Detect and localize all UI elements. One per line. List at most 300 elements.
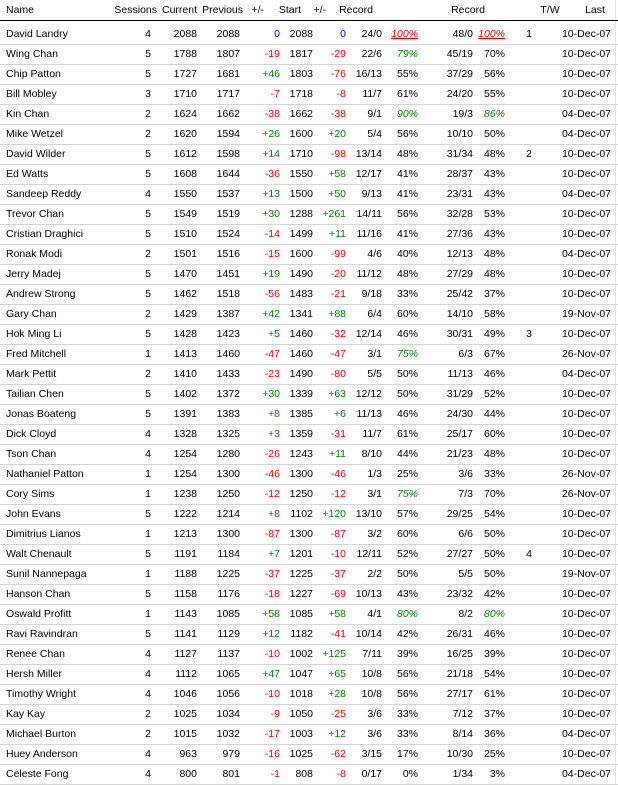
cell-change-start: -69 (330, 588, 346, 600)
table-row (0, 584, 618, 605)
cell-record-session: 0/17 (361, 768, 382, 780)
cell-pct-session: 33% (396, 708, 418, 720)
cell-tw: 2 (526, 148, 532, 160)
cell-record-overall: 6/6 (458, 528, 473, 540)
cell-start: 2088 (289, 28, 313, 40)
cell-record-overall: 5/5 (458, 568, 473, 580)
cell-change-previous: -56 (264, 288, 280, 300)
cell-change-previous: +26 (262, 128, 280, 140)
cell-record-session: 10/14 (355, 628, 382, 640)
cell-current: 1254 (173, 468, 197, 480)
cell-current: 1462 (173, 288, 197, 300)
cell-record-overall: 16/25 (446, 648, 473, 660)
table-row (0, 104, 618, 125)
cell-pct-session: 50% (396, 388, 418, 400)
cell-tw (522, 644, 536, 664)
cell-start: 1500 (289, 188, 313, 200)
cell-current: 1158 (174, 588, 197, 600)
cell-change-start: +50 (328, 188, 346, 200)
cell-record-overall: 8/14 (452, 728, 473, 740)
cell-sessions: 4 (145, 768, 151, 780)
cell-last: 04-Dec-07 (561, 128, 611, 140)
cell-change-start: -21 (330, 288, 346, 300)
cell-current: 2088 (173, 28, 197, 40)
cell-change-start: +120 (322, 508, 346, 520)
cell-change-start: -29 (330, 48, 346, 60)
cell-pct-overall: 42% (483, 588, 505, 600)
cell-pct-overall: 43% (483, 168, 505, 180)
cell-name: Mark Pettit (6, 368, 57, 380)
cell-start: 1385 (289, 408, 313, 420)
cell-change-previous: -46 (264, 468, 280, 480)
cell-pct-overall: 55% (483, 88, 505, 100)
cell-change-start: -87 (330, 528, 346, 540)
cell-sessions: 1 (145, 528, 151, 540)
cell-change-previous: +3 (268, 428, 280, 440)
table-row (0, 304, 618, 325)
cell-last: 10-Dec-07 (561, 388, 611, 400)
cell-name: Ravi Ravindran (6, 628, 78, 640)
cell-pct-session: 79% (396, 48, 418, 60)
cell-tw (522, 724, 536, 744)
cell-record-session: 4/6 (367, 248, 382, 260)
header-previous: Previous (202, 4, 243, 16)
cell-record-session: 10/8 (361, 668, 382, 680)
cell-pct-session: 41% (396, 188, 418, 200)
cell-current: 1141 (174, 628, 197, 640)
cell-current: 1624 (173, 108, 197, 120)
cell-change-previous: -10 (264, 648, 280, 660)
table-row (0, 144, 618, 165)
cell-name: Wing Chan (6, 48, 58, 60)
header-record-overall: Record (451, 4, 485, 16)
cell-change-start: -25 (330, 708, 346, 720)
cell-pct-session: 0% (402, 768, 418, 780)
cell-change-previous: -38 (264, 108, 280, 120)
cell-last: 10-Dec-07 (561, 168, 611, 180)
cell-pct-session: 75% (396, 488, 418, 500)
cell-record-overall: 10/10 (446, 128, 473, 140)
cell-tw (522, 684, 536, 704)
cell-sessions: 1 (145, 608, 151, 620)
table-row (0, 44, 618, 65)
cell-record-session: 11/7 (362, 428, 382, 440)
cell-sessions: 5 (145, 48, 151, 60)
cell-record-session: 12/17 (355, 168, 382, 180)
cell-current: 1188 (174, 568, 197, 580)
cell-change-previous: +42 (262, 308, 280, 320)
cell-previous: 1807 (216, 48, 240, 60)
cell-previous: 1644 (216, 168, 240, 180)
cell-start: 1182 (290, 628, 313, 640)
cell-pct-overall: 70% (483, 48, 505, 60)
cell-start: 1300 (289, 528, 313, 540)
cell-change-previous: +47 (262, 668, 280, 680)
cell-change-start: +125 (322, 648, 346, 660)
cell-current: 1112 (175, 668, 197, 680)
cell-name: Trevor Chan (6, 208, 64, 220)
cell-pct-session: 44% (396, 448, 418, 460)
cell-pct-session: 17% (396, 748, 418, 760)
cell-last: 10-Dec-07 (561, 448, 611, 460)
cell-pct-session: 52% (396, 548, 418, 560)
cell-record-session: 24/0 (361, 28, 382, 40)
table-row (0, 404, 618, 425)
cell-current: 800 (179, 768, 197, 780)
cell-tw (522, 764, 536, 784)
cell-tw (522, 164, 536, 184)
cell-last: 19-Nov-07 (561, 568, 611, 580)
cell-current: 1428 (173, 328, 197, 340)
cell-pct-session: 80% (396, 608, 418, 620)
cell-change-start: +11 (328, 228, 346, 240)
cell-start: 1341 (289, 308, 313, 320)
cell-change-previous: +30 (262, 208, 280, 220)
cell-name: Sunil Nannepaga (6, 568, 87, 580)
cell-change-previous: -7 (270, 88, 280, 100)
cell-tw (522, 664, 536, 684)
cell-record-overall: 48/0 (452, 28, 473, 40)
cell-previous: 1056 (216, 688, 240, 700)
cell-start: 1359 (289, 428, 313, 440)
cell-last: 10-Dec-07 (561, 668, 611, 680)
cell-name: Tson Chan (6, 448, 57, 460)
cell-name: Ed Watts (6, 168, 49, 180)
cell-previous: 1214 (216, 508, 240, 520)
cell-pct-overall: 48% (483, 148, 505, 160)
table-row (0, 364, 618, 385)
table-row (0, 164, 618, 185)
cell-previous: 1717 (216, 88, 240, 100)
cell-pct-session: 40% (396, 248, 418, 260)
cell-current: 1391 (173, 408, 197, 420)
table-row (0, 124, 618, 145)
cell-name: Hanson Chan (6, 588, 71, 600)
cell-sessions: 5 (145, 148, 151, 160)
cell-record-overall: 7/12 (452, 708, 473, 720)
cell-start: 1600 (289, 128, 313, 140)
cell-name: Michael Burton (6, 728, 77, 740)
cell-last: 10-Dec-07 (561, 288, 611, 300)
cell-change-previous: -16 (264, 748, 280, 760)
cell-tw (522, 184, 536, 204)
cell-pct-overall: 48% (483, 268, 505, 280)
cell-record-overall: 27/29 (446, 268, 473, 280)
cell-pct-session: 61% (396, 88, 418, 100)
cell-current: 1429 (173, 308, 197, 320)
cell-sessions: 2 (145, 308, 151, 320)
cell-tw (522, 124, 536, 144)
cell-name: Fred Mitchell (6, 348, 67, 360)
table-row (0, 244, 618, 265)
cell-pct-session: 33% (396, 288, 418, 300)
cell-pct-session: 46% (396, 328, 418, 340)
cell-pct-overall: 50% (483, 528, 505, 540)
cell-tw (522, 404, 536, 424)
cell-change-previous: -9 (270, 708, 280, 720)
cell-previous: 1519 (216, 208, 240, 220)
cell-start: 1460 (289, 348, 313, 360)
cell-change-start: +261 (322, 208, 346, 220)
cell-change-start: -38 (330, 108, 346, 120)
cell-pct-session: 43% (396, 588, 418, 600)
cell-start: 1002 (289, 648, 313, 660)
cell-tw (522, 64, 536, 84)
cell-record-session: 14/11 (356, 208, 382, 220)
cell-start: 1339 (289, 388, 313, 400)
cell-previous: 1451 (216, 268, 240, 280)
cell-current: 1608 (173, 168, 197, 180)
cell-name: David Wilder (6, 148, 66, 160)
cell-change-previous: -17 (264, 728, 280, 740)
cell-pct-session: 56% (396, 688, 418, 700)
cell-name: Renee Chan (6, 648, 65, 660)
cell-record-overall: 30/31 (446, 328, 473, 340)
table-row (0, 624, 618, 645)
table-row (0, 604, 618, 625)
cell-change-start: -8 (336, 768, 346, 780)
cell-pct-overall: 44% (483, 408, 505, 420)
cell-start: 1018 (289, 688, 313, 700)
cell-record-overall: 29/25 (446, 508, 473, 520)
cell-sessions: 5 (145, 588, 151, 600)
cell-change-start: -46 (330, 468, 346, 480)
cell-change-previous: -15 (264, 248, 280, 260)
cell-pct-overall: 43% (483, 188, 505, 200)
cell-record-overall: 19/3 (452, 108, 473, 120)
cell-last: 10-Dec-07 (561, 748, 611, 760)
cell-change-start: +6 (334, 408, 346, 420)
cell-previous: 801 (222, 768, 240, 780)
header-sessions: Sessions (114, 4, 157, 16)
cell-previous: 1034 (216, 708, 240, 720)
cell-name: Hersh Miller (6, 668, 63, 680)
cell-record-session: 11/12 (356, 268, 382, 280)
cell-tw (522, 384, 536, 404)
table-row (0, 764, 618, 785)
cell-last: 04-Dec-07 (561, 368, 611, 380)
cell-change-previous: -10 (264, 688, 280, 700)
cell-tw (522, 244, 536, 264)
cell-change-start: 0 (340, 28, 346, 40)
table-row (0, 664, 618, 685)
cell-last: 10-Dec-07 (561, 148, 611, 160)
cell-pct-overall: 61% (483, 688, 505, 700)
cell-pct-session: 48% (396, 148, 418, 160)
cell-record-session: 5/4 (367, 128, 382, 140)
cell-change-start: -12 (330, 488, 346, 500)
cell-change-previous: +8 (268, 408, 280, 420)
cell-change-start: +65 (328, 668, 346, 680)
cell-sessions: 5 (145, 68, 151, 80)
cell-start: 1227 (289, 588, 313, 600)
cell-record-session: 3/1 (367, 488, 382, 500)
cell-pct-session: 57% (396, 508, 418, 520)
cell-previous: 1325 (216, 428, 240, 440)
cell-record-overall: 3/6 (458, 468, 473, 480)
cell-record-session: 6/4 (367, 308, 382, 320)
cell-pct-overall: 46% (483, 368, 505, 380)
cell-change-previous: -47 (264, 348, 280, 360)
cell-record-overall: 32/28 (446, 208, 473, 220)
table-row (0, 564, 618, 585)
cell-change-previous: +30 (262, 388, 280, 400)
cell-record-overall: 24/20 (446, 88, 473, 100)
cell-change-previous: -37 (264, 568, 280, 580)
cell-current: 1620 (173, 128, 197, 140)
cell-change-previous: +13 (262, 188, 280, 200)
cell-pct-overall: 43% (483, 228, 505, 240)
cell-record-session: 10/13 (355, 588, 382, 600)
cell-sessions: 3 (145, 88, 151, 100)
cell-record-overall: 26/31 (446, 628, 473, 640)
cell-previous: 1662 (216, 108, 240, 120)
cell-last: 10-Dec-07 (561, 608, 611, 620)
cell-last: 10-Dec-07 (561, 528, 611, 540)
cell-last: 04-Dec-07 (561, 768, 611, 780)
cell-pct-session: 100% (391, 28, 418, 40)
cell-current: 1550 (173, 188, 197, 200)
cell-pct-overall: 80% (483, 608, 505, 620)
cell-name: Nathaniel Patton (6, 468, 84, 480)
cell-name: Ronak Modi (6, 248, 63, 260)
header-change-start: +/- (313, 4, 326, 16)
cell-change-start: +20 (328, 128, 346, 140)
cell-name: Jonas Boateng (6, 408, 77, 420)
cell-change-previous: +5 (268, 328, 280, 340)
cell-record-overall: 6/3 (458, 348, 473, 360)
cell-record-overall: 27/17 (446, 688, 473, 700)
cell-record-session: 3/15 (361, 748, 382, 760)
cell-tw (522, 744, 536, 764)
cell-previous: 1518 (216, 288, 240, 300)
cell-tw (522, 704, 536, 724)
cell-tw (522, 364, 536, 384)
cell-name: Cristian Draghici (6, 228, 84, 240)
header-current: Current (161, 4, 197, 16)
cell-sessions: 1 (145, 348, 151, 360)
cell-record-overall: 28/37 (446, 168, 473, 180)
cell-start: 1047 (289, 668, 313, 680)
cell-previous: 1681 (216, 68, 240, 80)
header-row (0, 0, 618, 21)
cell-sessions: 5 (145, 628, 151, 640)
cell-sessions: 4 (145, 28, 151, 40)
cell-change-previous: 0 (274, 28, 280, 40)
cell-previous: 1598 (216, 148, 240, 160)
cell-record-session: 3/1 (367, 348, 382, 360)
cell-tw (522, 264, 536, 284)
cell-previous: 1250 (216, 488, 240, 500)
cell-pct-overall: 50% (483, 548, 505, 560)
cell-current: 1222 (173, 508, 197, 520)
table-row (0, 464, 618, 485)
cell-start: 1499 (289, 228, 313, 240)
cell-pct-session: 25% (396, 468, 418, 480)
cell-current: 1143 (174, 608, 197, 620)
cell-name: Dimitrius Lianos (6, 528, 81, 540)
cell-change-previous: -26 (264, 448, 280, 460)
cell-previous: 1537 (216, 188, 240, 200)
cell-change-previous: -18 (264, 588, 280, 600)
cell-tw (522, 564, 536, 584)
cell-pct-session: 56% (396, 128, 418, 140)
cell-change-start: -47 (330, 348, 346, 360)
cell-name: Kin Chan (6, 108, 50, 120)
cell-pct-overall: 37% (483, 708, 505, 720)
cell-previous: 979 (222, 748, 240, 760)
header-name: Name (6, 4, 35, 16)
cell-change-previous: +8 (268, 508, 280, 520)
table-row (0, 224, 618, 245)
cell-previous: 1137 (217, 648, 240, 660)
cell-change-start: -62 (330, 748, 346, 760)
cell-pct-overall: 48% (483, 248, 505, 260)
cell-previous: 1524 (216, 228, 240, 240)
cell-record-session: 11/16 (356, 228, 382, 240)
cell-change-previous: -23 (264, 368, 280, 380)
table-row (0, 284, 618, 305)
cell-change-previous: -12 (264, 488, 280, 500)
cell-sessions: 4 (145, 448, 151, 460)
cell-name: Bill Mobley (6, 88, 57, 100)
table-row (0, 264, 618, 285)
cell-previous: 1594 (216, 128, 240, 140)
cell-previous: 1460 (216, 348, 240, 360)
cell-pct-overall: 3% (489, 768, 505, 780)
cell-pct-session: 33% (396, 728, 418, 740)
cell-name: Jerry Madej (6, 268, 61, 280)
cell-sessions: 2 (145, 368, 151, 380)
cell-record-session: 16/13 (355, 68, 382, 80)
cell-change-start: -37 (330, 568, 346, 580)
cell-name: Huey Anderson (6, 748, 78, 760)
cell-name: Sandeep Reddy (6, 188, 82, 200)
cell-record-session: 1/3 (367, 468, 382, 480)
table-row (0, 524, 618, 545)
cell-last: 10-Dec-07 (561, 28, 611, 40)
cell-tw (522, 424, 536, 444)
cell-current: 1254 (173, 448, 197, 460)
cell-record-overall: 1/34 (452, 768, 473, 780)
cell-pct-session: 50% (396, 368, 418, 380)
cell-start: 1490 (289, 368, 313, 380)
cell-change-previous: -14 (264, 228, 280, 240)
cell-sessions: 4 (145, 648, 151, 660)
cell-change-previous: +58 (262, 608, 280, 620)
cell-record-overall: 8/2 (458, 608, 473, 620)
cell-start: 1201 (289, 548, 313, 560)
cell-start: 1250 (289, 488, 313, 500)
cell-pct-overall: 60% (483, 428, 505, 440)
cell-pct-overall: 54% (483, 508, 505, 520)
cell-tw (522, 304, 536, 324)
cell-name: John Evans (6, 508, 61, 520)
cell-record-overall: 12/13 (446, 248, 473, 260)
cell-current: 1410 (173, 368, 197, 380)
cell-start: 1225 (289, 568, 313, 580)
cell-start: 808 (295, 768, 313, 780)
cell-record-session: 4/1 (367, 608, 382, 620)
cell-pct-session: 60% (396, 308, 418, 320)
cell-tw (522, 484, 536, 504)
table-row (0, 24, 618, 45)
cell-tw (522, 464, 536, 484)
cell-change-start: -31 (330, 428, 346, 440)
cell-pct-session: 39% (396, 648, 418, 660)
table-row (0, 324, 618, 345)
cell-tw (522, 84, 536, 104)
